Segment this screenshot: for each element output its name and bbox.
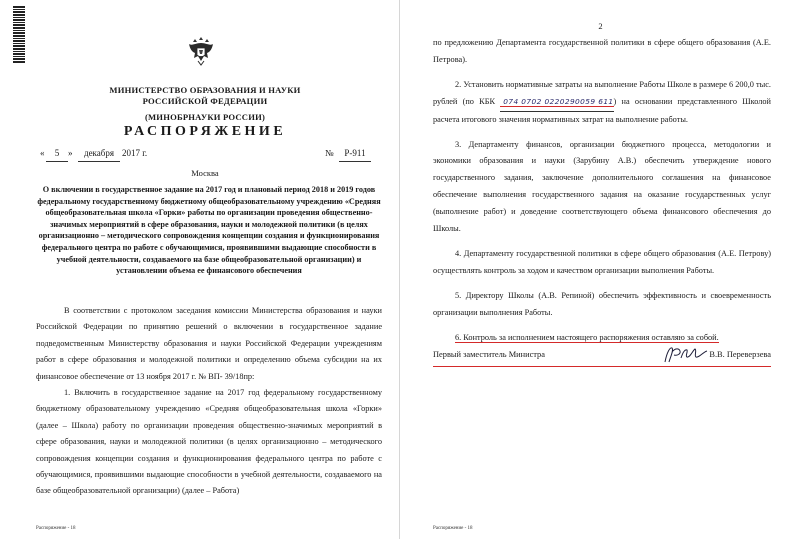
ministry-name-line-1: МИНИСТЕРСТВО ОБРАЗОВАНИЯ И НАУКИ: [109, 85, 301, 95]
page-number: 2: [598, 21, 603, 31]
item-2-paragraph: [433, 77, 771, 129]
item-2-text-start: 2. Установить нормативные затраты на выполнение Работы Школе в размере 6 200,0 тыс. рублей (по КБК: [433, 79, 771, 106]
item-2-text-mid: ) на: [613, 96, 630, 106]
page-1-footer: Распоряжение - 18: [36, 526, 76, 531]
item-1-continuation: по предложению Департамента государственной политики в сфере общего образования (А.Е. Петрова).: [433, 38, 771, 64]
date-close-quote: »: [68, 148, 73, 158]
left-page-body: [36, 303, 382, 500]
document-number: Р-911: [339, 148, 371, 162]
ministry-short-name: (МИНОБРНАУКИ РОССИИ): [144, 112, 266, 122]
signature-red-underline: [433, 366, 771, 367]
kbk-handwritten-code: 074 0702 0220290059 611: [500, 94, 613, 112]
coat-of-arms-icon: [186, 34, 216, 68]
item-6-text: 6. Контроль за исполнением настоящего распоряжения оставляю за собой.: [455, 332, 719, 342]
document-type: РАСПОРЯЖЕНИЕ: [123, 124, 287, 139]
item-4-paragraph: 4. Департаменту государственной политики в сфере общего образования (А.Е. Петрову) осуществлять контроль за ходом и качеством организации выполнения Работы.: [433, 248, 771, 275]
page-2: [401, 0, 800, 539]
item-5-paragraph: 5. Директору Школы (А.В. Репиной) обеспечить эффективность и своевременность организации выполнения Работы.: [433, 290, 771, 317]
page-2-footer: Распоряжение - 18: [433, 526, 473, 531]
signatory-name: В.В. Переверзева: [709, 350, 771, 359]
item-2-text-end: основании представленного Школой расчета итогового значения нормативных затрат на выполнение работы.: [433, 96, 771, 124]
barcode-icon: [13, 6, 25, 74]
signature-mark: [661, 344, 715, 366]
preamble-paragraph: В соответствии с протоколом заседания комиссии Министерства образования и науки Российской Федерации по принятию решений о включении в государственное задание подведомственным Министерству образования и науки Российской Федерации учреждениям работ в сфере образования и молодежной политики и определению объема субсидии на их финансовое обеспечение от 13 ноября 2017 г. № ВП- 39/18пр:: [36, 306, 382, 381]
item-1-paragraph: 1. Включить в государственное задание на 2017 год федеральному государственному бюджетному образовательному учреждению «Средняя общеобразовательная школа «Горки» (далее – Школа) работу по организации проведения общественно-значимых мероприятий в сфере образования, науки и молодежной политики (в целях организационно – методического сопровождения концепции создания и функционирования федерального центра по работе с обучающимися, проявившими выдающие способности в учебной деятельности, создаваемого на базе общеобразовательной организации) (далее – Работа): [36, 388, 382, 496]
date-month: декабря: [78, 148, 120, 162]
right-page-body: [433, 35, 771, 355]
signatory-position: Первый заместитель Министра: [433, 350, 545, 359]
date-day: 5: [46, 148, 68, 162]
ministry-name-line-2: РОССИЙСКОЙ ФЕДЕРАЦИИ: [142, 96, 268, 106]
document-title: О включении в государственное задание на 2017 год и плановый период 2018 и 2019 годов федеральному государственному бюджетному общеобразовательному учреждению «Средняя общеобразовательная школа «Горки» работы по организации проведения общественно-значимых мероприятий в сфере образования, науки и молодежной политики (в целях организационно – методического сопровождения концепции создания и функционирования федерального центра по работе с обучающимися, проявившими выдающие способности в учебной деятельности, создаваемого на базе общеобразовательной организации) и установлении объема ее финансового обеспечения: [37, 185, 381, 276]
date-open-quote: «: [40, 148, 45, 158]
city: Москва: [191, 168, 219, 178]
signature-block: [433, 344, 771, 366]
item-3-paragraph: 3. Департаменту финансов, организации бюджетного процесса, методологии и экономики образования и науки (Зарубину А.В.) обеспечить утверждение нового государственного задания, заключение дополнительного соглашения на финансовое обеспечение выполнения государственного задания на оказание государственных услуг (выполнение работ) и доведение соответствующего объема финансового обеспечения до Школы.: [433, 139, 771, 234]
date-year: 2017 г.: [122, 148, 148, 158]
number-sign: №: [325, 148, 334, 158]
